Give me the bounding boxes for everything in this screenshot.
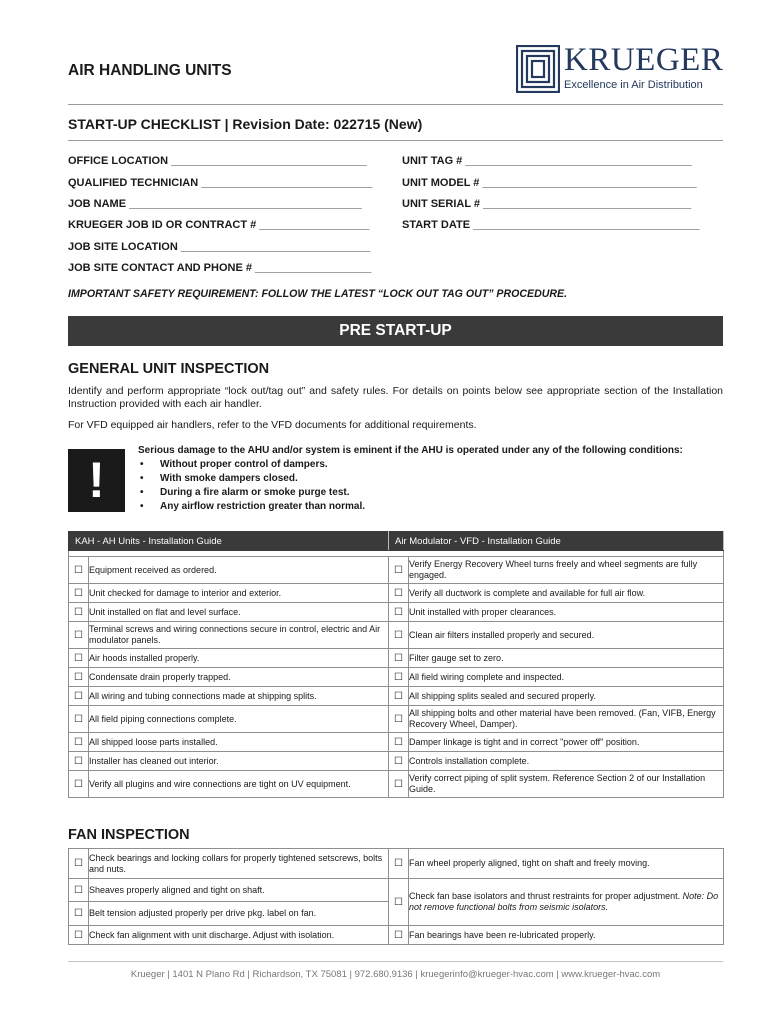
- checkbox[interactable]: ☐: [69, 733, 89, 752]
- header-rule-top: [68, 104, 723, 105]
- column-header-vfd: Air Modulator - VFD - Installation Guide: [389, 532, 724, 551]
- checkbox[interactable]: ☐: [389, 603, 409, 622]
- checklist-subtitle: START-UP CHECKLIST | Revision Date: 022715 (New): [68, 116, 423, 132]
- krueger-logo-mark-icon: [516, 45, 560, 93]
- logo-wordmark: KRUEGER: [564, 42, 724, 78]
- unit-serial-field[interactable]: UNIT SERIAL # __________________________________: [402, 198, 692, 210]
- job-site-contact-field[interactable]: JOB SITE CONTACT AND PHONE # ___________________: [68, 262, 372, 274]
- checklist-item: Installer has cleaned out interior.: [89, 752, 389, 771]
- installation-checklist-table: [68, 531, 724, 798]
- table-row: [69, 603, 724, 622]
- checklist-item: All field wiring complete and inspected.: [409, 668, 724, 687]
- checkbox[interactable]: ☐: [389, 687, 409, 706]
- checkbox[interactable]: ☐: [69, 603, 89, 622]
- header-rule-bottom: [68, 140, 723, 141]
- checklist-item: Filter gauge set to zero.: [409, 649, 724, 668]
- table-row: [69, 849, 724, 879]
- isolator-check-text: Check fan base isolators and thrust restraints for proper adjustment.: [409, 891, 681, 901]
- checklist-item: Equipment received as ordered.: [89, 557, 389, 584]
- job-site-location-field[interactable]: JOB SITE LOCATION _______________________________: [68, 241, 371, 253]
- checklist-item: Unit installed with proper clearances.: [409, 603, 724, 622]
- qualified-technician-field[interactable]: QUALIFIED TECHNICIAN ____________________________: [68, 177, 373, 189]
- installation-checklist-body: [69, 557, 724, 798]
- checkbox[interactable]: ☐: [389, 706, 409, 733]
- general-intro-text: Identify and perform appropriate “lock out/tag out” and safety rules. For details on points below see appropriate section of the Installation Instruction provided with each air handler.: [68, 385, 723, 410]
- checkbox[interactable]: ☐: [69, 879, 89, 902]
- checkbox[interactable]: ☐: [69, 752, 89, 771]
- table-row: [69, 622, 724, 649]
- checklist-item: Unit checked for damage to interior and exterior.: [89, 584, 389, 603]
- warning-lead: Serious damage to the AHU and/or system is eminent if the AHU is operated under any of the following conditions:: [138, 445, 683, 456]
- checkbox[interactable]: ☐: [389, 622, 409, 649]
- checkbox[interactable]: ☐: [389, 668, 409, 687]
- table-row: [69, 733, 724, 752]
- vfd-note-text: For VFD equipped air handlers, refer to the VFD documents for additional requirements.: [68, 419, 477, 431]
- warning-item: • During a fire alarm or smoke purge test.: [140, 486, 728, 500]
- checkbox[interactable]: ☐: [389, 733, 409, 752]
- column-header-kah: KAH - AH Units - Installation Guide: [69, 532, 389, 551]
- checklist-item: Unit installed on flat and level surface.: [89, 603, 389, 622]
- warning-text: [138, 444, 728, 514]
- fan-inspection-heading: FAN INSPECTION: [68, 827, 190, 843]
- checklist-item: All wiring and tubing connections made at shipping splits.: [89, 687, 389, 706]
- table-row: [69, 752, 724, 771]
- checklist-item: Sheaves properly aligned and tight on shaft.: [89, 879, 389, 902]
- table-row: [69, 649, 724, 668]
- table-row: [69, 584, 724, 603]
- checkbox[interactable]: ☐: [69, 706, 89, 733]
- checklist-item: Air hoods installed properly.: [89, 649, 389, 668]
- footer-rule: [68, 961, 723, 962]
- checkbox[interactable]: ☐: [69, 557, 89, 584]
- checklist-item: All shipped loose parts installed.: [89, 733, 389, 752]
- document-title: AIR HANDLING UNITS: [68, 62, 232, 79]
- checklist-item: Damper linkage is tight and in correct "power off" position.: [409, 733, 724, 752]
- table-row: [69, 557, 724, 584]
- table-row: [69, 706, 724, 733]
- footer-contact: Krueger | 1401 N Plano Rd | Richardson, TX 75081 | 972.680.9136 | kruegerinfo@krueger-hvac.com | www.krueger-hvac.com: [130, 969, 661, 980]
- checkbox[interactable]: ☐: [389, 849, 409, 879]
- checkbox[interactable]: ☐: [69, 584, 89, 603]
- checklist-item: Verify correct piping of split system. Reference Section 2 of our Installation Guide.: [409, 771, 724, 798]
- checklist-item: Controls installation complete.: [409, 752, 724, 771]
- checkbox[interactable]: ☐: [69, 622, 89, 649]
- checkbox[interactable]: ☐: [389, 771, 409, 798]
- pre-startup-banner: PRE START-UP: [68, 316, 723, 346]
- fan-checklist-table: [68, 848, 724, 945]
- checkbox[interactable]: ☐: [69, 902, 89, 926]
- warning-item: • Without proper control of dampers.: [140, 458, 728, 472]
- krueger-logo: [516, 42, 724, 93]
- checkbox[interactable]: ☐: [69, 926, 89, 945]
- checkbox[interactable]: ☐: [389, 584, 409, 603]
- checklist-item: Condensate drain properly trapped.: [89, 668, 389, 687]
- checkbox[interactable]: ☐: [389, 649, 409, 668]
- office-location-field[interactable]: OFFICE LOCATION ________________________________: [68, 155, 367, 167]
- checklist-item: Belt tension adjusted properly per drive pkg. label on fan.: [89, 902, 389, 926]
- checklist-item: [409, 879, 724, 926]
- checklist-item: All shipping bolts and other material have been removed. (Fan, VIFB, Energy Recovery Wheel, Damper).: [409, 706, 724, 733]
- checklist-item: Fan wheel properly aligned, tight on shaft and freely moving.: [409, 849, 724, 879]
- job-id-field[interactable]: KRUEGER JOB ID OR CONTRACT # __________________: [68, 219, 370, 231]
- warning-item: • Any airflow restriction greater than normal.: [140, 500, 728, 514]
- unit-model-field[interactable]: UNIT MODEL # ___________________________________: [402, 177, 697, 189]
- table-header-row: [69, 532, 724, 551]
- table-row: [69, 668, 724, 687]
- checkbox[interactable]: ☐: [69, 687, 89, 706]
- warning-list: [140, 458, 728, 514]
- checkbox[interactable]: ☐: [69, 849, 89, 879]
- checkbox[interactable]: ☐: [389, 752, 409, 771]
- checklist-item: Clean air filters installed properly and secured.: [409, 622, 724, 649]
- checklist-item: Verify all ductwork is complete and available for full air flow.: [409, 584, 724, 603]
- checklist-item: Fan bearings have been re-lubricated properly.: [409, 926, 724, 945]
- warning-icon: !: [68, 449, 125, 512]
- table-row: [69, 771, 724, 798]
- safety-requirement: IMPORTANT SAFETY REQUIREMENT: FOLLOW THE LATEST “LOCK OUT TAG OUT” PROCEDURE.: [68, 288, 568, 300]
- start-date-field[interactable]: START DATE _____________________________________: [402, 219, 700, 231]
- checkbox[interactable]: ☐: [69, 649, 89, 668]
- checklist-item: Check bearings and locking collars for properly tightened setscrews, bolts and nuts.: [89, 849, 389, 879]
- unit-tag-field[interactable]: UNIT TAG # _____________________________________: [402, 155, 692, 167]
- checklist-item: Check fan alignment with unit discharge. Adjust with isolation.: [89, 926, 389, 945]
- general-inspection-heading: GENERAL UNIT INSPECTION: [68, 361, 270, 377]
- job-name-field[interactable]: JOB NAME ______________________________________: [68, 198, 362, 210]
- checkbox[interactable]: ☐: [69, 771, 89, 798]
- checklist-item: Verify all plugins and wire connections are tight on UV equipment.: [89, 771, 389, 798]
- checklist-item: All shipping splits sealed and secured properly.: [409, 687, 724, 706]
- table-row: [69, 687, 724, 706]
- table-row: [69, 879, 724, 902]
- checkbox[interactable]: ☐: [69, 668, 89, 687]
- checkbox[interactable]: ☐: [389, 926, 409, 945]
- logo-tagline: Excellence in Air Distribution: [564, 79, 703, 91]
- checklist-item: All field piping connections complete.: [89, 706, 389, 733]
- table-row: [69, 926, 724, 945]
- checklist-item: Verify Energy Recovery Wheel turns freely and wheel segments are fully engaged.: [409, 557, 724, 584]
- checkbox[interactable]: ☐: [389, 557, 409, 584]
- isolator-note: Note: Do not remove functional bolts from seismic isolators.: [409, 891, 719, 912]
- warning-item: • With smoke dampers closed.: [140, 472, 728, 486]
- checkbox[interactable]: ☐: [389, 879, 409, 926]
- checklist-item: Terminal screws and wiring connections secure in control, electric and Air modulator panels.: [89, 622, 389, 649]
